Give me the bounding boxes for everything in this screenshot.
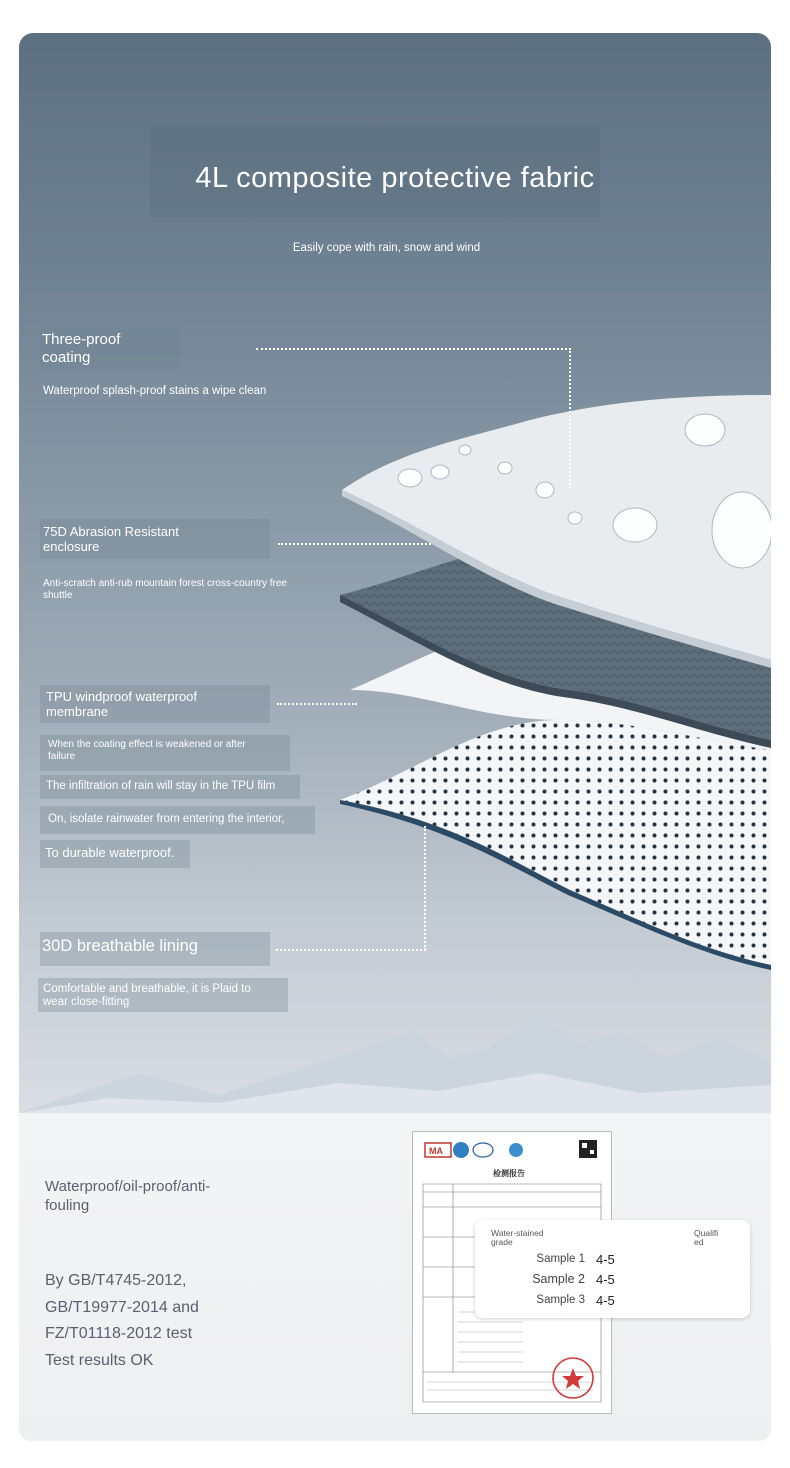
sample-2-name: Sample 2: [532, 1272, 585, 1286]
sample-1-name: Sample 1: [536, 1253, 585, 1265]
layer-2-desc: Anti-scratch anti-rub mountain forest cross-country free shuttle: [43, 578, 287, 601]
layer-3-heading: TPU windproof waterproof membrane: [46, 689, 198, 719]
layer-3-desc-line-4: To durable waterproof.: [45, 845, 175, 860]
fabric-layers-illustration: [330, 390, 771, 980]
sample-1-value: 4-5: [596, 1252, 615, 1267]
layer-4-heading: 30D breathable lining: [42, 937, 198, 955]
layer-3-desc-line-1: When the coating effect is weakened or after failure: [48, 739, 246, 762]
page-subtitle: Easily cope with rain, snow and wind: [292, 242, 481, 254]
layer-4-leader-rise: [424, 826, 426, 950]
layer-1-leader-drop: [569, 348, 571, 488]
sample-3-value: 4-5: [596, 1293, 615, 1308]
layer-4-leader-line: [276, 949, 426, 951]
test-claim: Waterproof/oil-proof/anti- fouling: [45, 1178, 211, 1214]
layer-3-leader-line: [277, 703, 357, 705]
report-title: 检测报告: [493, 1169, 525, 1178]
page-title: 4L composite protective fabric: [195, 162, 595, 194]
sample-2-value: 4-5: [596, 1272, 615, 1287]
svg-text:MA: MA: [429, 1146, 443, 1156]
results-qualified-header: Qualifi ed: [694, 1228, 719, 1247]
layer-1-leader-line: [256, 348, 571, 350]
layer-1-heading: Three-proof coating: [42, 331, 121, 366]
layer-3-desc-line-3: On, isolate rainwater from entering the interior,: [48, 813, 285, 825]
layer-3-desc-line-2: The infiltration of rain will stay in the TPU film: [46, 780, 276, 792]
layer-2-heading: 75D Abrasion Resistant enclosure: [43, 524, 179, 554]
results-card: [475, 1220, 750, 1318]
test-standards: By GB/T4745-2012, GB/T19977-2014 and FZ/T01118-2012 test Test results OK: [45, 1272, 199, 1369]
layer-2-leader-line: [278, 543, 431, 545]
mountains-illustration: [19, 1003, 771, 1113]
results-grade-header: Water-stained grade: [491, 1228, 544, 1247]
layer-1-desc: Waterproof splash-proof stains a wipe clean: [43, 385, 267, 397]
layer-4-desc: Comfortable and breathable, it is Plaid to wear close-fitting: [43, 983, 251, 1008]
sample-3-name: Sample 3: [536, 1294, 585, 1306]
